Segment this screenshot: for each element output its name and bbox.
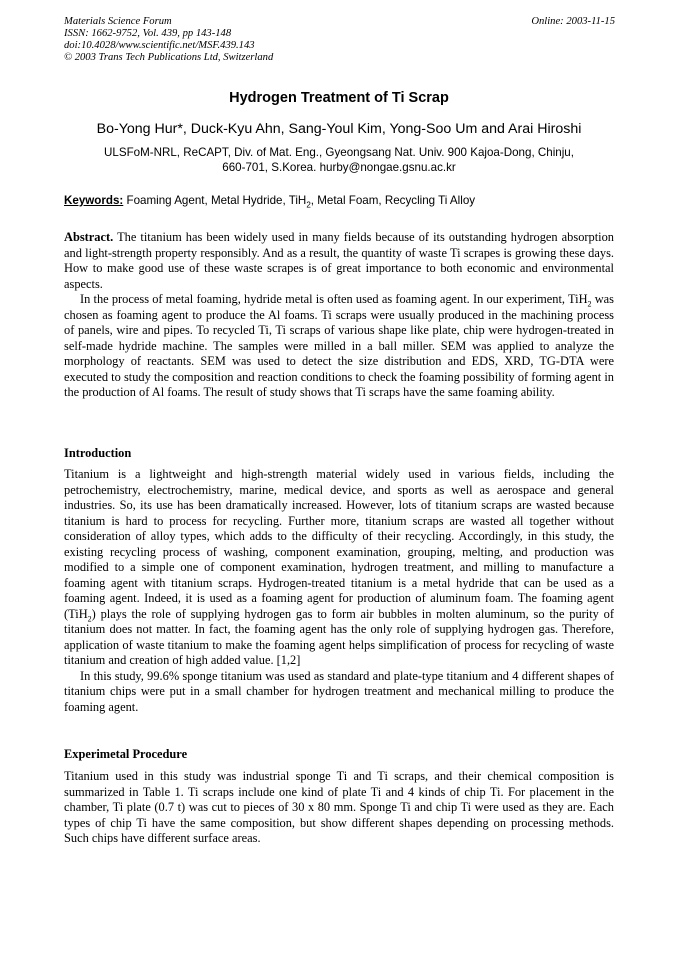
- affiliation: [64, 145, 614, 175]
- introduction-heading: Introduction: [64, 446, 132, 460]
- introduction-section: [64, 467, 614, 715]
- introduction-text-1b: ) plays the role of supplying hydrogen gas to form air bubbles in molten aluminum, so the purity of titanium does not matter. In fact, the foaming agent has the only role of supplying hydrogen gas. Therefore, application of waste titanium to make the foaming agent helps simplification of process for recycling of waste titanium and creation of high added value. [1,2]: [64, 606, 614, 667]
- copyright-line: © 2003 Trans Tech Publications Ltd, Switzerland: [64, 52, 274, 63]
- doi-line: doi:10.4028/www.scientific.net/MSF.439.143: [64, 40, 255, 51]
- journal-name: Materials Science Forum: [64, 16, 172, 27]
- issn-line: ISSN: 1662-9752, Vol. 439, pp 143-148: [64, 28, 232, 39]
- subscript-2: 2: [587, 299, 592, 309]
- experimental-paragraph-1: Titanium used in this study was industrial sponge Ti and Ti scraps, and their chemical composition is summarized in Table 1. Ti scraps include one kind of plate Ti and 4 kinds of chip Ti. For placement in the chamber, Ti plate (0.7 t) was cut to pieces of 30 x 80 mm. Sponge Ti and chip Ti were used as they are. Each types of chip Ti have the same composition, but show different shapes depending on processing methods. Such chips have different surface areas.: [64, 769, 614, 845]
- abstract-label: Abstract.: [64, 230, 114, 244]
- abstract-text-2b: was chosen as foaming agent to produce the Al foams. Ti scraps were usually produced in the machining process of panels, wire and pipes. To recycled Ti, Ti scraps of various shape like plate, chip were hydrogen-treated in self-made hydride machine. The samples were milled in a ball miller. SEM was applied to analyze the morphology of reactants. SEM was used to detect the size distribution and EDS, XRD, TG-DTA were executed to study the composition and reaction conditions to check the foaming possibility of forming agent in the production of Al foams. The result of study shows that Ti scraps have the same foaming ability.: [64, 292, 614, 399]
- introduction-paragraph-2: In this study, 99.6% sponge titanium was used as standard and plate-type titanium and 4 different shapes of titanium chips were put in a small chamber for hydrogen treatment and mechanical milling to produce the foaming agent.: [64, 668, 614, 714]
- author-list: Bo-Yong Hur*, Duck-Kyu Ahn, Sang-Youl Kim, Yong-Soo Um and Arai Hiroshi: [96, 121, 582, 137]
- paper-title: Hydrogen Treatment of Ti Scrap: [229, 90, 449, 106]
- affiliation-line-2: 660-701, S.Korea. hurby@nongae.gsnu.ac.kr: [222, 161, 456, 174]
- journal-header: [64, 16, 273, 64]
- online-date: Online: 2003-11-15: [531, 16, 615, 27]
- abstract-section: [64, 230, 614, 401]
- subscript-2: 2: [306, 200, 311, 210]
- keywords: [64, 194, 476, 210]
- introduction-paragraph-1: [64, 467, 614, 669]
- introduction-text-1a: Titanium is a lightweight and high-strength material widely used in various fields, including the petrochemistry, electrochemistry, marine, medical device, and sports as well as aerospace and general industries. So, its use has been dramatically increased. However, lots of titanium scraps are wasted because titanium is hard to process for recycling. Further more, titanium scraps are wasted all together without consideration of alloy types, which adds to the difficulty of their recycling. Accordingly, in this study, the existing recycling process of washing, component examination, grouping, melting, and production was modified to a simple one of component examination, hydrogen treatment, and milling to manufacture a foaming agent with titanium scraps. Hydrogen-treated titanium is a metal hydride that can be used as a foaming agent. Indeed, it is used as a foaming agent for production of aluminum foam. The foaming agent (TiH: [64, 467, 614, 621]
- affiliation-line-1: ULSFoM-NRL, ReCAPT, Div. of Mat. Eng., Gyeongsang Nat. Univ. 900 Kajoa-Dong, Chinju,: [104, 146, 574, 159]
- keywords-label: Keywords:: [64, 194, 124, 207]
- subscript-2: 2: [87, 613, 92, 623]
- keywords-text-1: Foaming Agent, Metal Hydride, TiH: [126, 194, 307, 207]
- abstract-paragraph-1: [64, 230, 614, 292]
- abstract-text-2a: In the process of metal foaming, hydride metal is often used as foaming agent. In our experiment, TiH: [80, 292, 588, 306]
- keywords-text-2: , Metal Foam, Recycling Ti Alloy: [310, 194, 476, 207]
- experimental-heading: Experimetal Procedure: [64, 747, 188, 761]
- abstract-text-1: The titanium has been widely used in many fields because of its outstanding hydrogen absorption and light-strength property responsibly. And as a result, the quantity of waste Ti scrapes is growing these days. How to make good use of these waste scrapes is of great importance to both economic and environmental aspects.: [64, 230, 614, 291]
- abstract-paragraph-2: [64, 292, 614, 401]
- experimental-section: [64, 769, 614, 847]
